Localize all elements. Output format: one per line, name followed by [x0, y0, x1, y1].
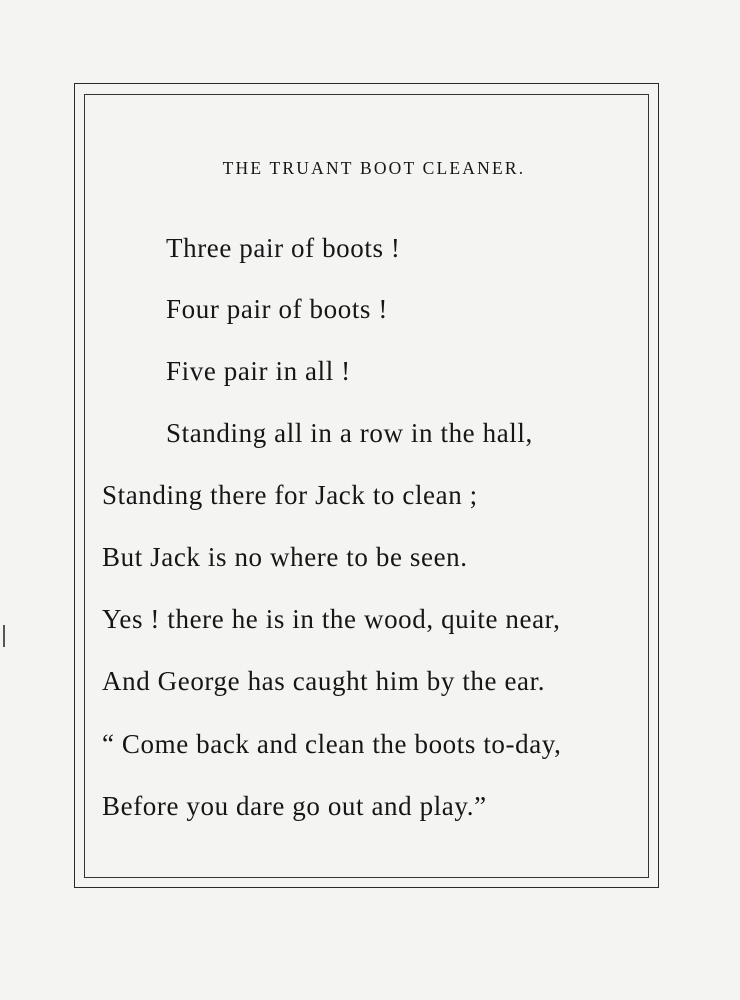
poem-line: And George has caught him by the ear.	[102, 666, 546, 696]
poem-line: But Jack is no where to be seen.	[102, 542, 468, 572]
poem-line: Standing there for Jack to clean ;	[102, 480, 478, 510]
poem-line: Five pair in all !	[166, 356, 351, 386]
poem-title: THE TRUANT BOOT CLEANER.	[222, 158, 526, 178]
poem-line: Yes ! there he is in the wood, quite near,	[102, 604, 561, 634]
poem-line: Three pair of boots !	[166, 233, 401, 263]
poem-line: Before you dare go out and play.”	[102, 791, 487, 821]
page-edge-mark	[3, 625, 5, 647]
poem-line: Standing all in a row in the hall,	[166, 418, 533, 448]
poem-line: “ Come back and clean the boots to-day,	[102, 729, 562, 759]
poem-line: Four pair of boots !	[166, 294, 388, 324]
